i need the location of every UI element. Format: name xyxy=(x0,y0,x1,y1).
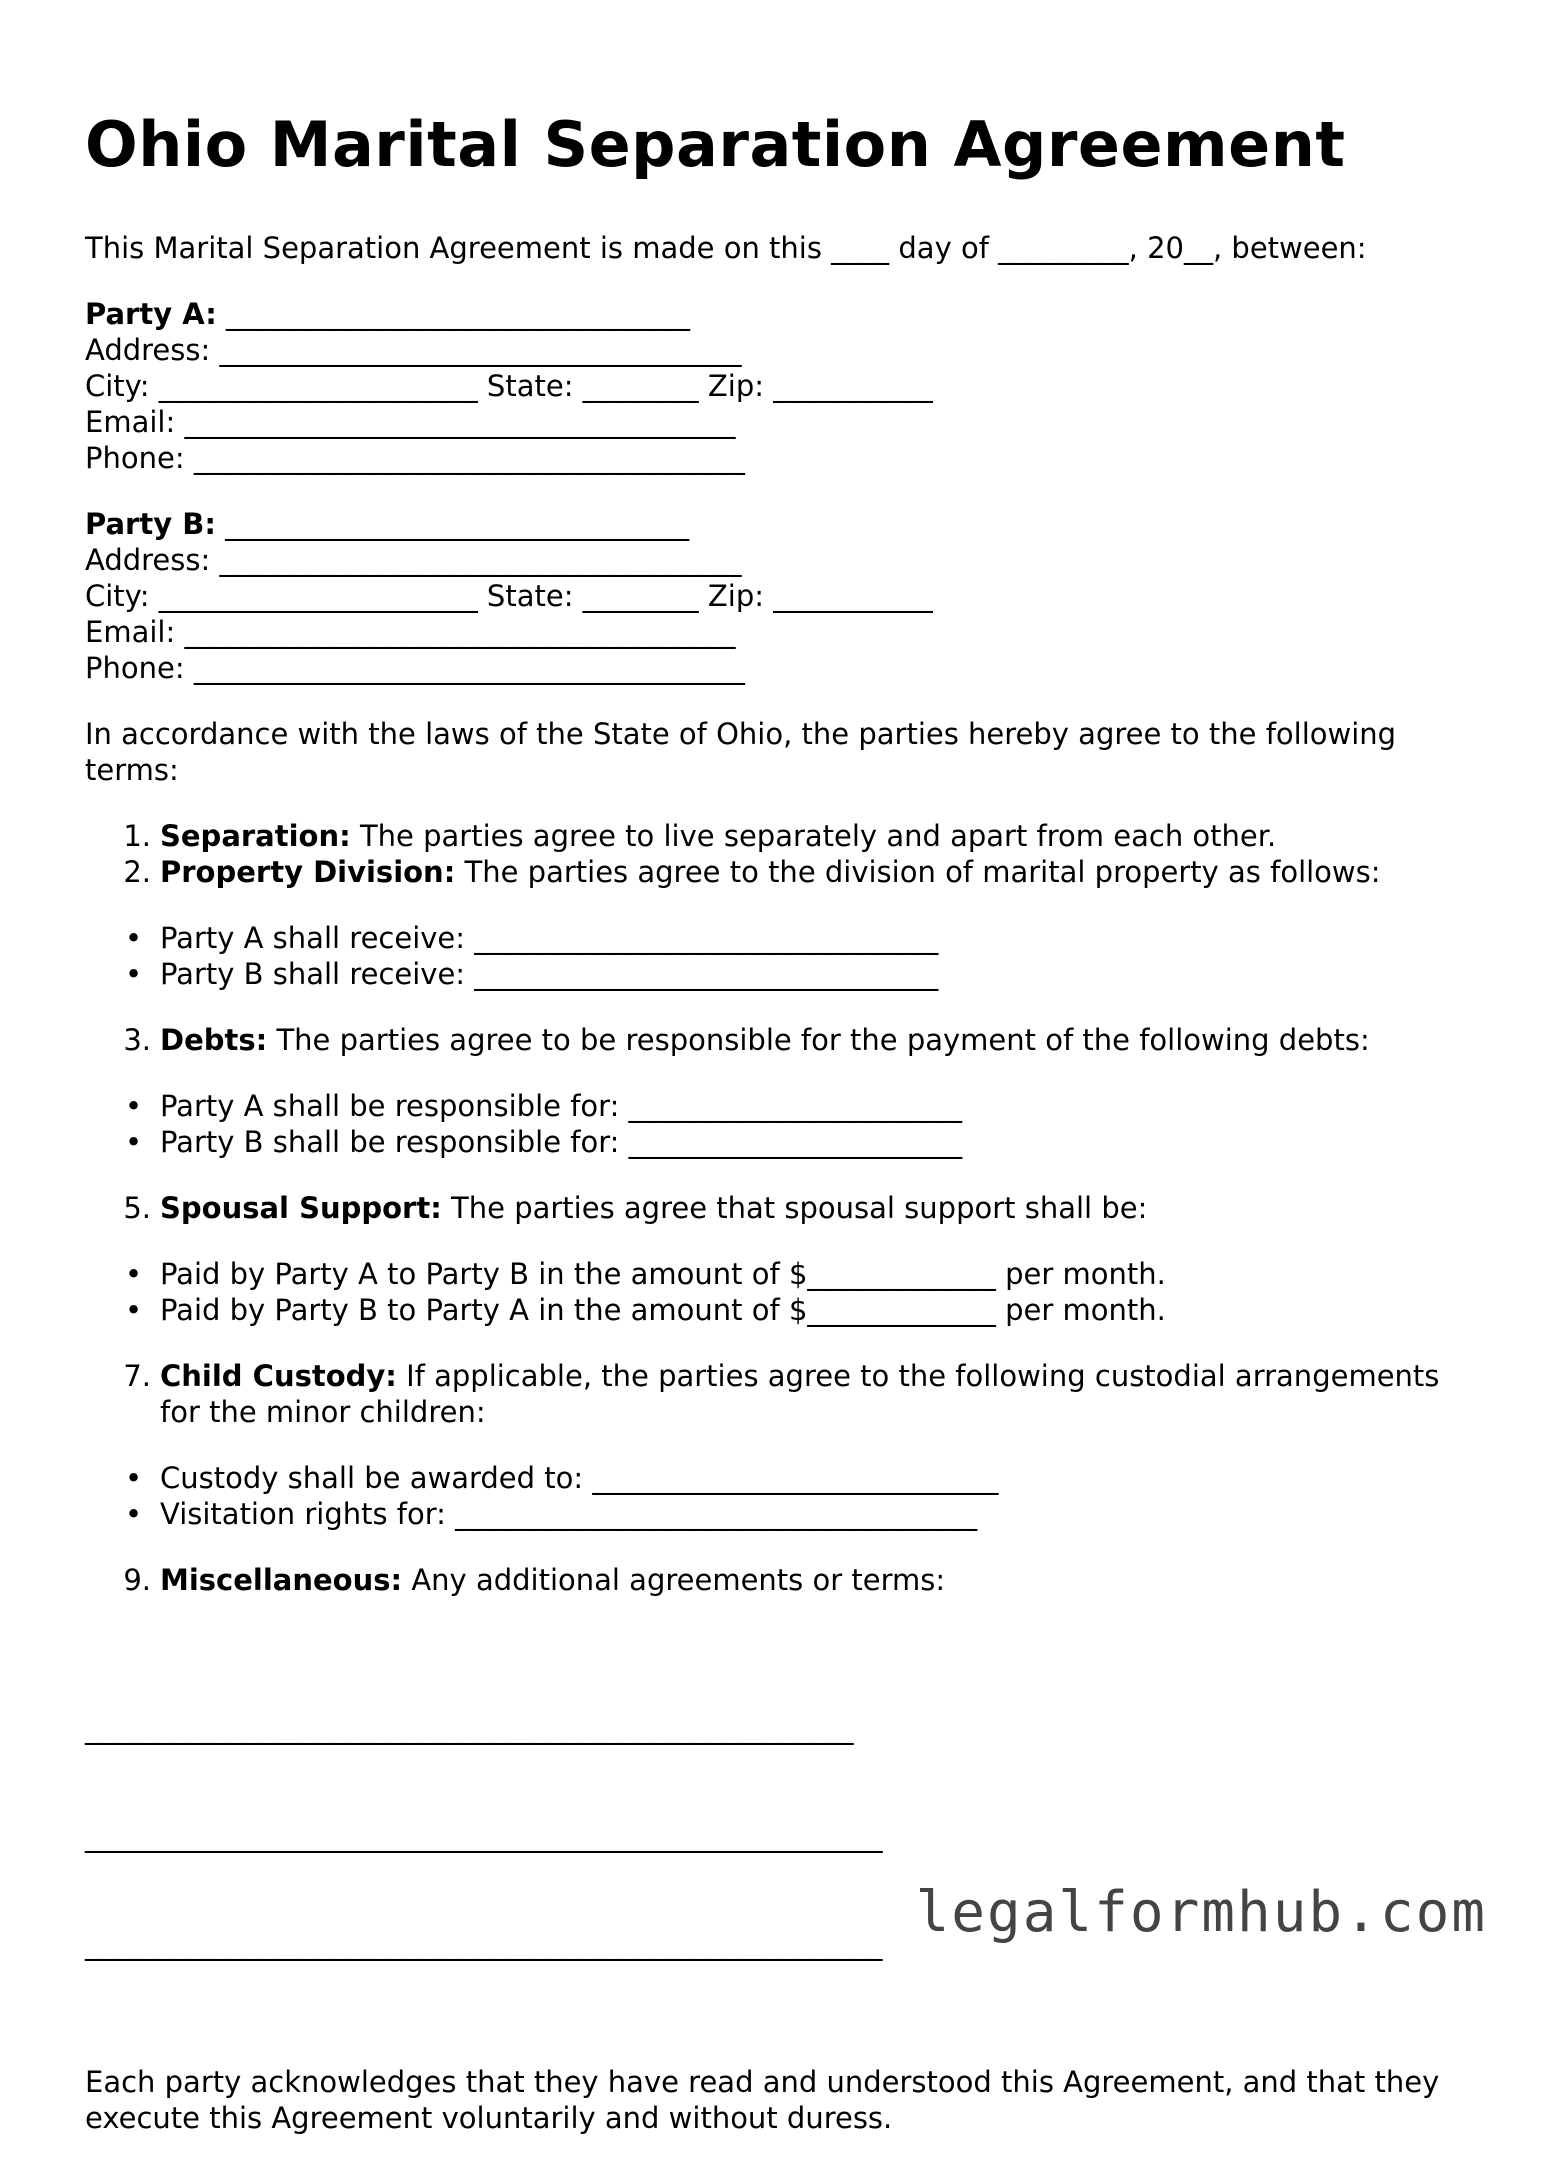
party-b-address: Address: ____________________________________ xyxy=(85,543,742,577)
term-text: The parties agree to the division of marital property as follows: xyxy=(455,855,1381,889)
debts-bullets xyxy=(85,1088,1465,1160)
terms-list-7 xyxy=(85,1358,1465,1430)
term-title: Property Division: xyxy=(160,855,456,889)
blank-line: _______________________________________________________ xyxy=(85,1819,883,1853)
bullet-text: Custody shall be awarded to: ____________________________ xyxy=(160,1461,999,1495)
bullet-text: Paid by Party B to Party A in the amount of $_____________ per month. xyxy=(160,1293,1166,1327)
brand-watermark: legalformhub.com xyxy=(915,1880,1487,1945)
list-item xyxy=(85,1124,1465,1160)
bullet-icon: • xyxy=(125,1257,143,1291)
term-number: 7. xyxy=(123,1359,151,1393)
term-text: The parties agree to be responsible for the payment of the following debts: xyxy=(267,1023,1370,1057)
list-item xyxy=(85,1088,1465,1124)
document-title: Ohio Marital Separation Agreement xyxy=(85,108,1346,181)
party-b-name-blank: ________________________________ xyxy=(215,507,690,541)
blank-line: _____________________________________________________ xyxy=(85,1711,854,1745)
terms-list-1 xyxy=(85,818,1465,890)
term-separation xyxy=(85,818,1465,854)
list-item xyxy=(85,1460,1465,1496)
spousal-bullets xyxy=(85,1256,1465,1328)
accordance-text: In accordance with the laws of the State of Ohio, the parties hereby agree to the following terms: xyxy=(85,717,1397,787)
party-b-phone: Phone: ______________________________________ xyxy=(85,651,745,685)
acknowledgement-text: Each party acknowledges that they have read and understood this Agreement, and that they execute this Agreement voluntarily and without duress. xyxy=(85,2065,1440,2135)
term-number: 5. xyxy=(123,1191,151,1225)
intro-text: This Marital Separation Agreement is made on this ____ day of _________, 20__, between: xyxy=(85,231,1367,265)
term-number: 1. xyxy=(123,819,151,853)
terms-list-9 xyxy=(85,1562,1465,1598)
term-text: Any additional agreements or terms: xyxy=(402,1563,946,1597)
term-title: Child Custody: xyxy=(160,1359,397,1393)
term-number: 2. xyxy=(123,855,151,889)
list-item xyxy=(85,956,1465,992)
bullet-icon: • xyxy=(125,957,143,991)
bullet-icon: • xyxy=(125,1461,143,1495)
party-b-label: Party B: xyxy=(85,507,216,541)
bullet-icon: • xyxy=(125,1089,143,1123)
party-a-block xyxy=(85,296,1465,476)
party-a-phone: Phone: ______________________________________ xyxy=(85,441,745,475)
term-debts xyxy=(85,1022,1465,1058)
bullet-icon: • xyxy=(125,1497,143,1531)
blank-line: _______________________________________________________ xyxy=(85,1927,883,1961)
terms-list-5 xyxy=(85,1190,1465,1226)
list-item xyxy=(85,920,1465,956)
bullet-text: Party B shall be responsible for: _______________________ xyxy=(160,1125,963,1159)
party-a-address: Address: ____________________________________ xyxy=(85,333,742,367)
term-title: Debts: xyxy=(160,1023,268,1057)
term-text: The parties agree to live separately and apart from each other. xyxy=(350,819,1277,853)
term-property-division xyxy=(85,854,1465,890)
party-b-block xyxy=(85,506,1465,686)
term-title: Spousal Support: xyxy=(160,1191,442,1225)
party-a-name-blank: ________________________________ xyxy=(216,297,691,331)
party-a-email: Email: ______________________________________ xyxy=(85,405,736,439)
term-spousal-support xyxy=(85,1190,1465,1226)
terms-list-3 xyxy=(85,1022,1465,1058)
list-item xyxy=(85,1292,1465,1328)
bullet-icon: • xyxy=(125,1293,143,1327)
party-a-label: Party A: xyxy=(85,297,217,331)
party-b-email: Email: ______________________________________ xyxy=(85,615,736,649)
bullet-text: Visitation rights for: ____________________________________ xyxy=(160,1497,978,1531)
term-text: The parties agree that spousal support shall be: xyxy=(441,1191,1148,1225)
party-a-city-state-zip: City: ______________________ State: ________ Zip: ___________ xyxy=(85,369,933,403)
bullet-text: Party B shall receive: ________________________________ xyxy=(160,957,939,991)
term-miscellaneous xyxy=(85,1562,1465,1598)
party-a-name-line xyxy=(85,296,1465,332)
property-bullets xyxy=(85,920,1465,992)
document-page xyxy=(85,100,1465,2165)
custody-bullets xyxy=(85,1460,1465,1532)
term-title: Separation: xyxy=(160,819,351,853)
term-text: If applicable, the parties agree to the following custodial arrangements for the minor children: xyxy=(160,1359,1440,1429)
misc-blank-lines xyxy=(85,1638,1465,2034)
bullet-icon: • xyxy=(125,921,143,955)
party-b-city-state-zip: City: ______________________ State: ________ Zip: ___________ xyxy=(85,579,933,613)
list-item xyxy=(85,1256,1465,1292)
bullet-text: Paid by Party A to Party B in the amount of $_____________ per month. xyxy=(160,1257,1166,1291)
term-child-custody xyxy=(85,1358,1465,1430)
term-title: Miscellaneous: xyxy=(160,1563,403,1597)
bullet-icon: • xyxy=(125,1125,143,1159)
party-b-name-line xyxy=(85,506,1465,542)
list-item xyxy=(85,1496,1465,1532)
term-number: 3. xyxy=(123,1023,151,1057)
term-number: 9. xyxy=(123,1563,151,1597)
bullet-text: Party A shall receive: ________________________________ xyxy=(160,921,939,955)
bullet-text: Party A shall be responsible for: _______________________ xyxy=(160,1089,963,1123)
